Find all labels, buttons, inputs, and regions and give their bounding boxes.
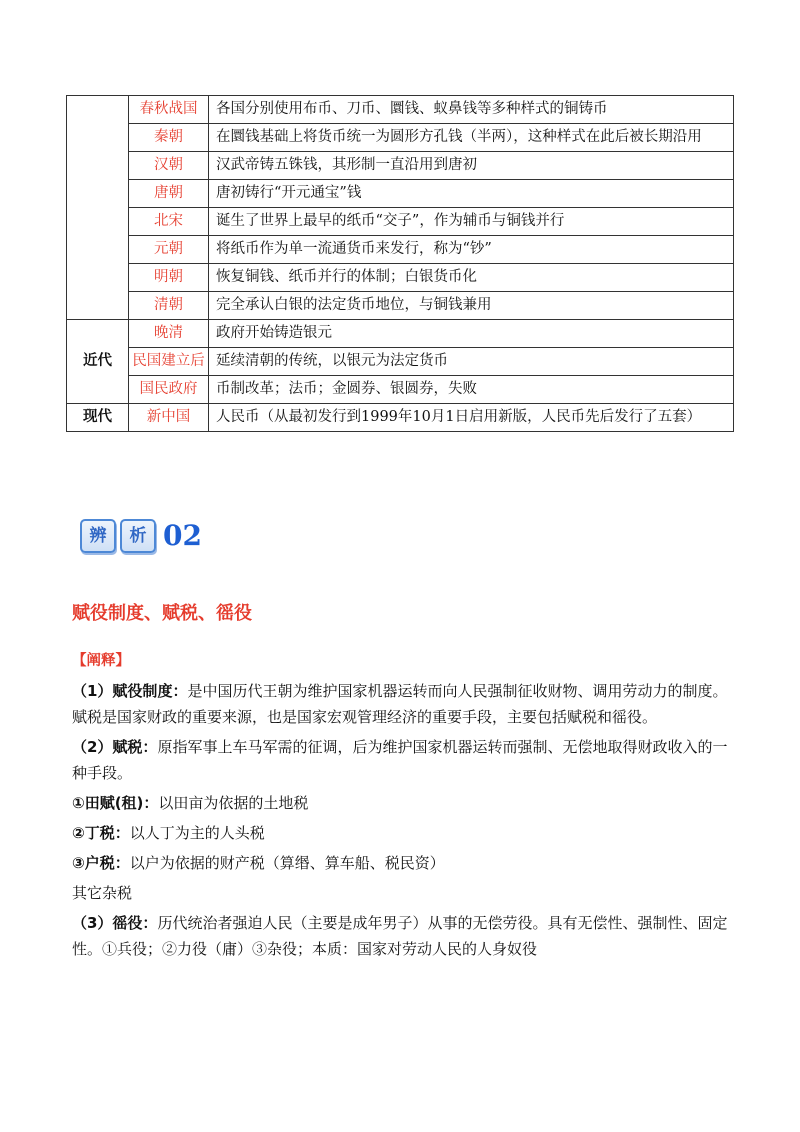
paragraph-text: 历代统治者强迫人民（主要是成年男子）从事的无偿劳役。具有无偿性、强制性、固定性。①兵役；②力役（庸）③杂役；本质：国家对劳动人民的人身奴役 xyxy=(72,914,728,958)
dynasty-cell: 唐朝 xyxy=(129,180,209,208)
dynasty-cell: 元朝 xyxy=(129,236,209,264)
paragraph xyxy=(72,910,732,962)
paragraph-text: 以户为依据的财产税（算缗、算车船、税民资） xyxy=(129,854,445,872)
dynasty-cell: 汉朝 xyxy=(129,152,209,180)
explanation-body xyxy=(72,678,732,966)
era-cell-contemporary: 现代 xyxy=(67,404,129,432)
badge-number: 02 xyxy=(163,519,202,552)
table-row xyxy=(67,96,734,124)
content-cell: 唐初铸行“开元通宝”钱 xyxy=(209,180,734,208)
table-row xyxy=(67,180,734,208)
dynasty-cell: 晚清 xyxy=(129,320,209,348)
badge-char-2: 析 xyxy=(120,519,156,553)
paragraph-lead: （2）赋税： xyxy=(72,738,158,756)
paragraph-lead: ①田赋(租)： xyxy=(72,794,159,812)
paragraph-lead: ③户税： xyxy=(72,854,130,872)
era-cell-modern: 近代 xyxy=(67,320,129,404)
content-cell: 在圜钱基础上将货币统一为圆形方孔钱（半两），这种样式在此后被长期沿用 xyxy=(209,124,734,152)
currency-history-table xyxy=(66,95,734,432)
content-cell: 人民币（从最初发行到1999年10月1日启用新版，人民币先后发行了五套） xyxy=(209,404,734,432)
paragraph-lead: （3）徭役： xyxy=(72,914,158,932)
content-cell: 各国分别使用布币、刀币、圜钱、蚁鼻钱等多种样式的铜铸币 xyxy=(209,96,734,124)
table-row xyxy=(67,124,734,152)
table-row xyxy=(67,404,734,432)
paragraph xyxy=(72,678,732,730)
paragraph xyxy=(72,734,732,786)
content-cell: 将纸币作为单一流通货币来发行，称为“钞” xyxy=(209,236,734,264)
paragraph-lead: （1）赋役制度： xyxy=(72,682,188,700)
table-row xyxy=(67,236,734,264)
dynasty-cell: 北宋 xyxy=(129,208,209,236)
dynasty-cell: 民国建立后 xyxy=(129,348,209,376)
dynasty-cell: 新中国 xyxy=(129,404,209,432)
content-cell: 恢复铜钱、纸币并行的体制；白银货币化 xyxy=(209,264,734,292)
paragraph xyxy=(72,820,732,846)
table-row xyxy=(67,348,734,376)
dynasty-cell: 国民政府 xyxy=(129,376,209,404)
paragraph-lead: ②丁税： xyxy=(72,824,130,842)
paragraph-text: 其它杂税 xyxy=(72,884,133,902)
content-cell: 延续清朝的传统，以银元为法定货币 xyxy=(209,348,734,376)
analysis-badge xyxy=(80,516,202,556)
paragraph xyxy=(72,790,732,816)
dynasty-cell: 春秋战国 xyxy=(129,96,209,124)
paragraph-text: 原指军事上车马军需的征调，后为维护国家机器运转而强制、无偿地取得财政收入的一种手段。 xyxy=(72,738,728,782)
paragraph-text: 以人丁为主的人头税 xyxy=(129,824,265,842)
content-cell: 政府开始铸造银元 xyxy=(209,320,734,348)
paragraph xyxy=(72,850,732,876)
table-row xyxy=(67,208,734,236)
content-cell: 完全承认白银的法定货币地位，与铜钱兼用 xyxy=(209,292,734,320)
dynasty-cell: 清朝 xyxy=(129,292,209,320)
content-cell: 汉武帝铸五铢钱，其形制一直沿用到唐初 xyxy=(209,152,734,180)
paragraph-text: 以田亩为依据的土地税 xyxy=(158,794,309,812)
table-row xyxy=(67,376,734,404)
era-cell-ancient xyxy=(67,96,129,320)
dynasty-cell: 明朝 xyxy=(129,264,209,292)
explain-tag: 【阐释】 xyxy=(72,653,130,669)
table-row xyxy=(67,264,734,292)
table-row xyxy=(67,320,734,348)
paragraph xyxy=(72,880,732,906)
badge-char-1: 辨 xyxy=(80,519,116,553)
table-row xyxy=(67,292,734,320)
paragraph-text: 是中国历代王朝为维护国家机器运转而向人民强制征收财物、调用劳动力的制度。赋税是国家财政的重要来源，也是国家宏观管理经济的重要手段，主要包括赋税和徭役。 xyxy=(72,682,728,726)
content-cell: 诞生了世界上最早的纸币“交子”，作为辅币与铜钱并行 xyxy=(209,208,734,236)
dynasty-cell: 秦朝 xyxy=(129,124,209,152)
table-row xyxy=(67,152,734,180)
section-title: 赋役制度、赋税、徭役 xyxy=(72,603,252,624)
content-cell: 币制改革；法币；金圆券、银圆券，失败 xyxy=(209,376,734,404)
